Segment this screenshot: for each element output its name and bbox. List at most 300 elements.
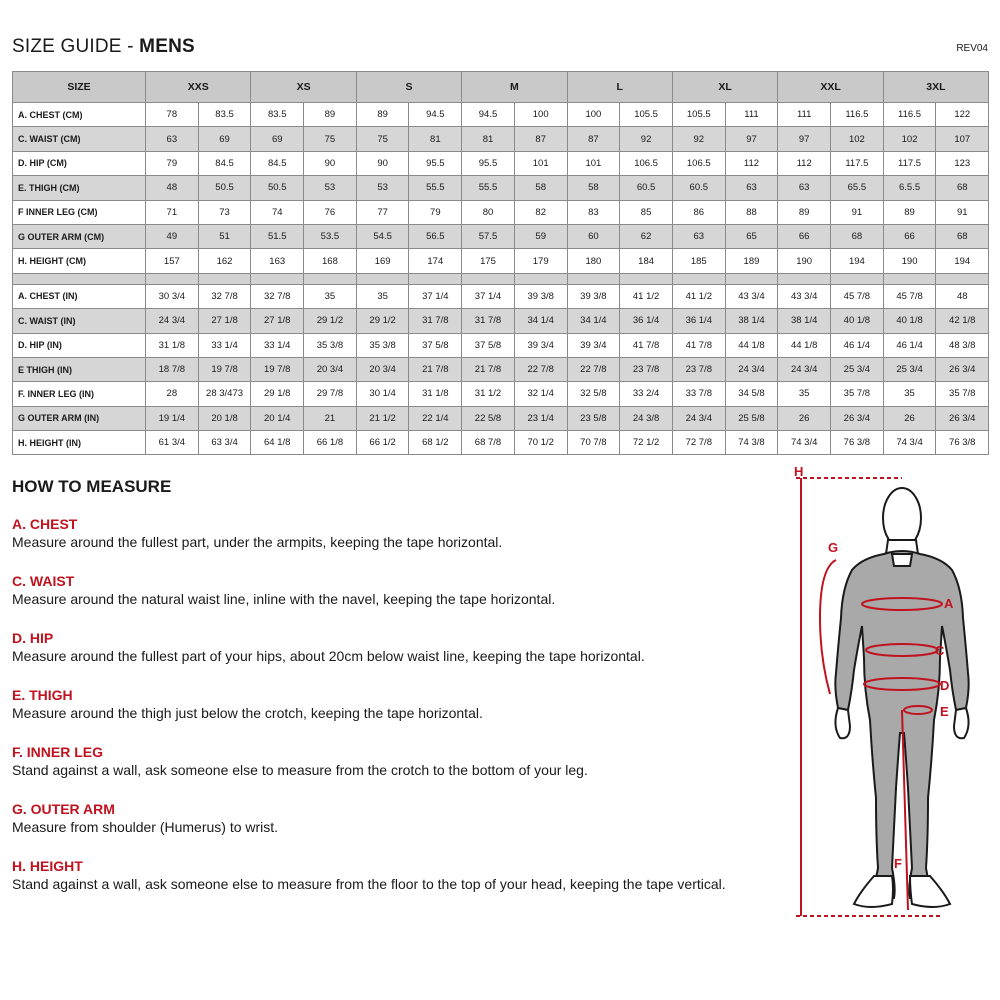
table-cell: 21 1/2 xyxy=(356,406,409,430)
table-cell: 19 7/8 xyxy=(198,357,251,381)
table-cell: 36 1/4 xyxy=(620,309,673,333)
table-cell: 56.5 xyxy=(409,224,462,248)
separator-cell xyxy=(778,273,831,284)
table-cell: 29 1/8 xyxy=(251,382,304,406)
measure-item xyxy=(12,629,645,665)
table-cell: 32 7/8 xyxy=(251,284,304,308)
table-cell: 24 3/8 xyxy=(620,406,673,430)
measure-item xyxy=(12,572,555,608)
table-cell: 38 1/4 xyxy=(725,309,778,333)
table-cell: 63 xyxy=(778,176,831,200)
table-cell: 26 xyxy=(883,406,936,430)
table-cell: 44 1/8 xyxy=(725,333,778,357)
table-cell: 82 xyxy=(514,200,567,224)
table-cell: 83.5 xyxy=(251,103,304,127)
separator-cell xyxy=(620,273,673,284)
measure-heading: C. WAIST xyxy=(12,573,75,589)
table-cell: 105.5 xyxy=(672,103,725,127)
table-cell: 20 1/4 xyxy=(251,406,304,430)
table-cell: 32 5/8 xyxy=(567,382,620,406)
table-cell: 111 xyxy=(778,103,831,127)
measure-heading: D. HIP xyxy=(12,630,54,646)
title-light: SIZE GUIDE - xyxy=(12,36,140,57)
measure-item xyxy=(12,857,726,893)
table-cell: 6.5.5 xyxy=(883,176,936,200)
body-silhouette xyxy=(835,488,968,898)
table-cell: 20 3/4 xyxy=(304,357,357,381)
table-cell: 101 xyxy=(514,151,567,175)
table-cell: 116.5 xyxy=(831,103,884,127)
table-cell: 68 7/8 xyxy=(462,431,515,455)
table-cell: 97 xyxy=(725,127,778,151)
table-cell: 43 3/4 xyxy=(778,284,831,308)
table-cell: 111 xyxy=(725,103,778,127)
table-cell: 105.5 xyxy=(620,103,673,127)
table-cell: 85 xyxy=(620,200,673,224)
measure-heading: E. THIGH xyxy=(12,687,73,703)
measure-description: Measure from shoulder (Humerus) to wrist. xyxy=(12,819,279,835)
table-cell: 23 7/8 xyxy=(620,357,673,381)
row-label: A. CHEST (CM) xyxy=(13,103,146,127)
table-cell: 31 7/8 xyxy=(409,309,462,333)
table-cell: 62 xyxy=(620,224,673,248)
table-cell: 44 1/8 xyxy=(778,333,831,357)
table-cell: 112 xyxy=(725,151,778,175)
table-row xyxy=(13,127,989,151)
table-cell: 40 1/8 xyxy=(883,309,936,333)
table-cell: 26 3/4 xyxy=(831,406,884,430)
table-cell: 75 xyxy=(356,127,409,151)
table-cell: 37 5/8 xyxy=(409,333,462,357)
title-bold: MENS xyxy=(139,36,195,57)
table-cell: 35 xyxy=(883,382,936,406)
body-measurement-figure xyxy=(780,458,990,928)
table-cell: 33 1/4 xyxy=(251,333,304,357)
table-cell: 73 xyxy=(198,200,251,224)
table-cell: 49 xyxy=(146,224,199,248)
table-cell: 75 xyxy=(304,127,357,151)
table-cell: 25 3/4 xyxy=(831,357,884,381)
table-cell: 41 1/2 xyxy=(672,284,725,308)
table-cell: 21 xyxy=(304,406,357,430)
table-cell: 41 7/8 xyxy=(672,333,725,357)
table-cell: 169 xyxy=(356,249,409,273)
table-cell: 25 5/8 xyxy=(725,406,778,430)
row-label: H. HEIGHT (CM) xyxy=(13,249,146,273)
table-cell: 87 xyxy=(567,127,620,151)
table-cell: 20 3/4 xyxy=(356,357,409,381)
table-cell: 55.5 xyxy=(462,176,515,200)
table-cell: 54.5 xyxy=(356,224,409,248)
table-row xyxy=(13,176,989,200)
table-cell: 185 xyxy=(672,249,725,273)
table-cell: 97 xyxy=(778,127,831,151)
table-cell: 23 1/4 xyxy=(514,406,567,430)
table-cell: 46 1/4 xyxy=(883,333,936,357)
table-cell: 29 1/2 xyxy=(304,309,357,333)
table-cell: 189 xyxy=(725,249,778,273)
table-cell: 35 3/8 xyxy=(356,333,409,357)
table-cell: 53 xyxy=(356,176,409,200)
table-cell: 23 5/8 xyxy=(567,406,620,430)
table-cell: 28 3/473 xyxy=(198,382,251,406)
table-cell: 26 3/4 xyxy=(936,406,989,430)
row-label: D. HIP (IN) xyxy=(13,333,146,357)
table-cell: 31 1/8 xyxy=(146,333,199,357)
measure-heading: G. OUTER ARM xyxy=(12,801,115,817)
size-header-row xyxy=(13,72,989,103)
table-cell: 107 xyxy=(936,127,989,151)
separator-cell xyxy=(356,273,409,284)
table-cell: 46 1/4 xyxy=(831,333,884,357)
row-label: C. WAIST (IN) xyxy=(13,309,146,333)
table-cell: 106.5 xyxy=(620,151,673,175)
table-cell: 31 1/2 xyxy=(462,382,515,406)
table-cell: 123 xyxy=(936,151,989,175)
table-row xyxy=(13,200,989,224)
table-cell: 102 xyxy=(831,127,884,151)
table-cell: 190 xyxy=(883,249,936,273)
table-cell: 34 1/4 xyxy=(567,309,620,333)
table-cell: 23 7/8 xyxy=(672,357,725,381)
table-cell: 74 3/8 xyxy=(725,431,778,455)
table-cell: 90 xyxy=(304,151,357,175)
table-cell: 60 xyxy=(567,224,620,248)
table-cell: 69 xyxy=(198,127,251,151)
figure-label-f: F xyxy=(894,856,902,871)
measure-description: Stand against a wall, ask someone else to measure from the floor to the top of your head, keeping the tape vertical. xyxy=(12,876,726,892)
table-cell: 92 xyxy=(672,127,725,151)
table-cell: 84.5 xyxy=(198,151,251,175)
table-cell: 27 1/8 xyxy=(198,309,251,333)
measure-item xyxy=(12,800,278,836)
table-cell: 102 xyxy=(883,127,936,151)
table-cell: 50.5 xyxy=(198,176,251,200)
table-cell: 81 xyxy=(462,127,515,151)
table-cell: 90 xyxy=(356,151,409,175)
table-cell: 57.5 xyxy=(462,224,515,248)
table-row xyxy=(13,333,989,357)
table-row xyxy=(13,103,989,127)
table-cell: 31 7/8 xyxy=(462,309,515,333)
row-label: A. CHEST (IN) xyxy=(13,284,146,308)
table-cell: 80 xyxy=(462,200,515,224)
table-cell: 70 1/2 xyxy=(514,431,567,455)
table-cell: 18 7/8 xyxy=(146,357,199,381)
table-cell: 27 1/8 xyxy=(251,309,304,333)
table-cell: 22 1/4 xyxy=(409,406,462,430)
table-cell: 163 xyxy=(251,249,304,273)
row-label: D. HIP (CM) xyxy=(13,151,146,175)
table-cell: 79 xyxy=(409,200,462,224)
table-cell: 83.5 xyxy=(198,103,251,127)
table-cell: 190 xyxy=(778,249,831,273)
table-cell: 28 xyxy=(146,382,199,406)
table-cell: 45 7/8 xyxy=(883,284,936,308)
table-cell: 74 3/4 xyxy=(778,431,831,455)
table-row xyxy=(13,406,989,430)
table-cell: 117.5 xyxy=(883,151,936,175)
separator-cell xyxy=(831,273,884,284)
table-cell: 157 xyxy=(146,249,199,273)
table-row xyxy=(13,249,989,273)
measure-heading: H. HEIGHT xyxy=(12,858,83,874)
separator-cell xyxy=(514,273,567,284)
table-cell: 39 3/4 xyxy=(567,333,620,357)
figure-label-d: D xyxy=(940,678,950,693)
row-label: F INNER LEG (CM) xyxy=(13,200,146,224)
table-cell: 89 xyxy=(883,200,936,224)
table-cell: 29 1/2 xyxy=(356,309,409,333)
table-cell: 39 3/8 xyxy=(514,284,567,308)
table-cell: 34 1/4 xyxy=(514,309,567,333)
how-to-measure-title: HOW TO MEASURE xyxy=(12,477,172,496)
separator-cell xyxy=(936,273,989,284)
size-column-header: SIZE xyxy=(13,72,146,103)
table-cell: 101 xyxy=(567,151,620,175)
table-cell: 22 7/8 xyxy=(567,357,620,381)
table-cell: 92 xyxy=(620,127,673,151)
table-cell: 35 xyxy=(778,382,831,406)
table-cell: 37 1/4 xyxy=(409,284,462,308)
table-cell: 35 xyxy=(304,284,357,308)
table-cell: 122 xyxy=(936,103,989,127)
table-cell: 34 5/8 xyxy=(725,382,778,406)
table-cell: 100 xyxy=(514,103,567,127)
table-cell: 66 1/2 xyxy=(356,431,409,455)
table-cell: 71 xyxy=(146,200,199,224)
table-cell: 48 xyxy=(146,176,199,200)
table-cell: 66 xyxy=(883,224,936,248)
separator-cell xyxy=(725,273,778,284)
table-cell: 89 xyxy=(304,103,357,127)
separator-cell xyxy=(198,273,251,284)
measure-item xyxy=(12,515,502,551)
table-cell: 66 xyxy=(778,224,831,248)
table-cell: 63 xyxy=(146,127,199,151)
table-cell: 39 3/4 xyxy=(514,333,567,357)
measure-item xyxy=(12,686,483,722)
table-cell: 42 1/8 xyxy=(936,309,989,333)
measure-description: Measure around the natural waist line, inline with the navel, keeping the tape horizontal. xyxy=(12,591,556,607)
table-cell: 89 xyxy=(778,200,831,224)
table-cell: 50.5 xyxy=(251,176,304,200)
table-cell: 91 xyxy=(831,200,884,224)
table-cell: 74 xyxy=(251,200,304,224)
table-cell: 72 1/2 xyxy=(620,431,673,455)
table-cell: 24 3/4 xyxy=(725,357,778,381)
table-row xyxy=(13,284,989,308)
table-cell: 53.5 xyxy=(304,224,357,248)
separator-cell xyxy=(567,273,620,284)
table-cell: 95.5 xyxy=(462,151,515,175)
table-cell: 65 xyxy=(725,224,778,248)
size-header-3xl: 3XL xyxy=(883,72,988,103)
table-cell: 29 7/8 xyxy=(304,382,357,406)
table-cell: 60.5 xyxy=(620,176,673,200)
row-label: E THIGH (IN) xyxy=(13,357,146,381)
table-cell: 60.5 xyxy=(672,176,725,200)
table-row xyxy=(13,382,989,406)
row-label: E. THIGH (CM) xyxy=(13,176,146,200)
table-cell: 55.5 xyxy=(409,176,462,200)
table-cell: 168 xyxy=(304,249,357,273)
table-cell: 19 7/8 xyxy=(251,357,304,381)
table-cell: 51 xyxy=(198,224,251,248)
table-cell: 88 xyxy=(725,200,778,224)
figure-label-a: A xyxy=(944,596,954,611)
table-cell: 72 7/8 xyxy=(672,431,725,455)
table-cell: 48 xyxy=(936,284,989,308)
table-cell: 68 1/2 xyxy=(409,431,462,455)
table-cell: 35 7/8 xyxy=(936,382,989,406)
table-cell: 37 1/4 xyxy=(462,284,515,308)
table-cell: 63 xyxy=(725,176,778,200)
table-cell: 194 xyxy=(936,249,989,273)
table-cell: 68 xyxy=(936,176,989,200)
size-table xyxy=(12,71,989,455)
table-cell: 76 3/8 xyxy=(831,431,884,455)
table-cell: 180 xyxy=(567,249,620,273)
table-cell: 24 3/4 xyxy=(672,406,725,430)
table-cell: 30 1/4 xyxy=(356,382,409,406)
table-cell: 26 xyxy=(778,406,831,430)
table-cell: 41 7/8 xyxy=(620,333,673,357)
table-cell: 179 xyxy=(514,249,567,273)
table-cell: 22 7/8 xyxy=(514,357,567,381)
table-cell: 38 1/4 xyxy=(778,309,831,333)
separator-cell xyxy=(146,273,199,284)
table-cell: 58 xyxy=(514,176,567,200)
row-label: H. HEIGHT (IN) xyxy=(13,431,146,455)
measure-description: Measure around the thigh just below the crotch, keeping the tape horizontal. xyxy=(12,705,483,721)
table-cell: 37 5/8 xyxy=(462,333,515,357)
table-cell: 76 3/8 xyxy=(936,431,989,455)
table-cell: 21 7/8 xyxy=(409,357,462,381)
table-cell: 87 xyxy=(514,127,567,151)
table-cell: 70 7/8 xyxy=(567,431,620,455)
table-row xyxy=(13,151,989,175)
table-cell: 24 3/4 xyxy=(778,357,831,381)
table-cell: 41 1/2 xyxy=(620,284,673,308)
measure-description: Stand against a wall, ask someone else to measure from the crotch to the bottom of your leg. xyxy=(12,762,588,778)
table-cell: 53 xyxy=(304,176,357,200)
table-row xyxy=(13,224,989,248)
table-cell: 19 1/4 xyxy=(146,406,199,430)
size-header-xxl: XXL xyxy=(778,72,883,103)
row-label: G OUTER ARM (CM) xyxy=(13,224,146,248)
table-cell: 100 xyxy=(567,103,620,127)
table-cell: 40 1/8 xyxy=(831,309,884,333)
table-cell: 35 3/8 xyxy=(304,333,357,357)
size-header-xxs: XXS xyxy=(146,72,251,103)
table-cell: 91 xyxy=(936,200,989,224)
table-cell: 84.5 xyxy=(251,151,304,175)
table-cell: 162 xyxy=(198,249,251,273)
table-cell: 43 3/4 xyxy=(725,284,778,308)
table-cell: 24 3/4 xyxy=(146,309,199,333)
table-cell: 35 7/8 xyxy=(831,382,884,406)
table-cell: 33 7/8 xyxy=(672,382,725,406)
table-cell: 33 2/4 xyxy=(620,382,673,406)
table-cell: 58 xyxy=(567,176,620,200)
figure-label-h: H xyxy=(794,464,804,479)
row-label: F. INNER LEG (IN) xyxy=(13,382,146,406)
table-cell: 33 1/4 xyxy=(198,333,251,357)
row-label: G OUTER ARM (IN) xyxy=(13,406,146,430)
table-cell: 45 7/8 xyxy=(831,284,884,308)
table-row xyxy=(13,431,989,455)
table-cell: 39 3/8 xyxy=(567,284,620,308)
table-cell: 112 xyxy=(778,151,831,175)
page-title xyxy=(12,36,195,58)
table-separator xyxy=(13,273,989,284)
separator-cell xyxy=(409,273,462,284)
table-cell: 68 xyxy=(831,224,884,248)
table-cell: 74 3/4 xyxy=(883,431,936,455)
separator-cell xyxy=(883,273,936,284)
table-cell: 30 3/4 xyxy=(146,284,199,308)
measure-heading: F. INNER LEG xyxy=(12,744,104,760)
table-cell: 31 1/8 xyxy=(409,382,462,406)
table-cell: 59 xyxy=(514,224,567,248)
table-cell: 79 xyxy=(146,151,199,175)
size-header-s: S xyxy=(356,72,461,103)
size-header-xl: XL xyxy=(672,72,777,103)
table-cell: 83 xyxy=(567,200,620,224)
table-cell: 68 xyxy=(936,224,989,248)
table-cell: 174 xyxy=(409,249,462,273)
table-cell: 32 1/4 xyxy=(514,382,567,406)
table-cell: 77 xyxy=(356,200,409,224)
table-cell: 86 xyxy=(672,200,725,224)
table-cell: 20 1/8 xyxy=(198,406,251,430)
table-cell: 26 3/4 xyxy=(936,357,989,381)
table-cell: 36 1/4 xyxy=(672,309,725,333)
table-cell: 194 xyxy=(831,249,884,273)
table-cell: 66 1/8 xyxy=(304,431,357,455)
figure-label-e: E xyxy=(940,704,949,719)
table-cell: 116.5 xyxy=(883,103,936,127)
table-cell: 89 xyxy=(356,103,409,127)
table-cell: 32 7/8 xyxy=(198,284,251,308)
table-cell: 95.5 xyxy=(409,151,462,175)
table-cell: 51.5 xyxy=(251,224,304,248)
separator-cell xyxy=(672,273,725,284)
table-cell: 21 7/8 xyxy=(462,357,515,381)
table-cell: 63 xyxy=(672,224,725,248)
table-cell: 63 3/4 xyxy=(198,431,251,455)
separator-cell xyxy=(13,273,146,284)
figure-label-g: G xyxy=(828,540,839,555)
table-cell: 64 1/8 xyxy=(251,431,304,455)
table-cell: 69 xyxy=(251,127,304,151)
table-cell: 117.5 xyxy=(831,151,884,175)
table-row xyxy=(13,357,989,381)
measure-description: Measure around the fullest part of your hips, about 20cm below waist line, keeping the tape horizontal. xyxy=(12,648,645,664)
table-cell: 175 xyxy=(462,249,515,273)
separator-cell xyxy=(462,273,515,284)
measure-description: Measure around the fullest part, under the armpits, keeping the tape horizontal. xyxy=(12,534,503,550)
separator-cell xyxy=(304,273,357,284)
separator-cell xyxy=(251,273,304,284)
table-row xyxy=(13,309,989,333)
table-cell: 65.5 xyxy=(831,176,884,200)
revision-label: REV04 xyxy=(956,43,988,54)
size-header-xs: XS xyxy=(251,72,356,103)
table-cell: 61 3/4 xyxy=(146,431,199,455)
size-header-m: M xyxy=(462,72,567,103)
